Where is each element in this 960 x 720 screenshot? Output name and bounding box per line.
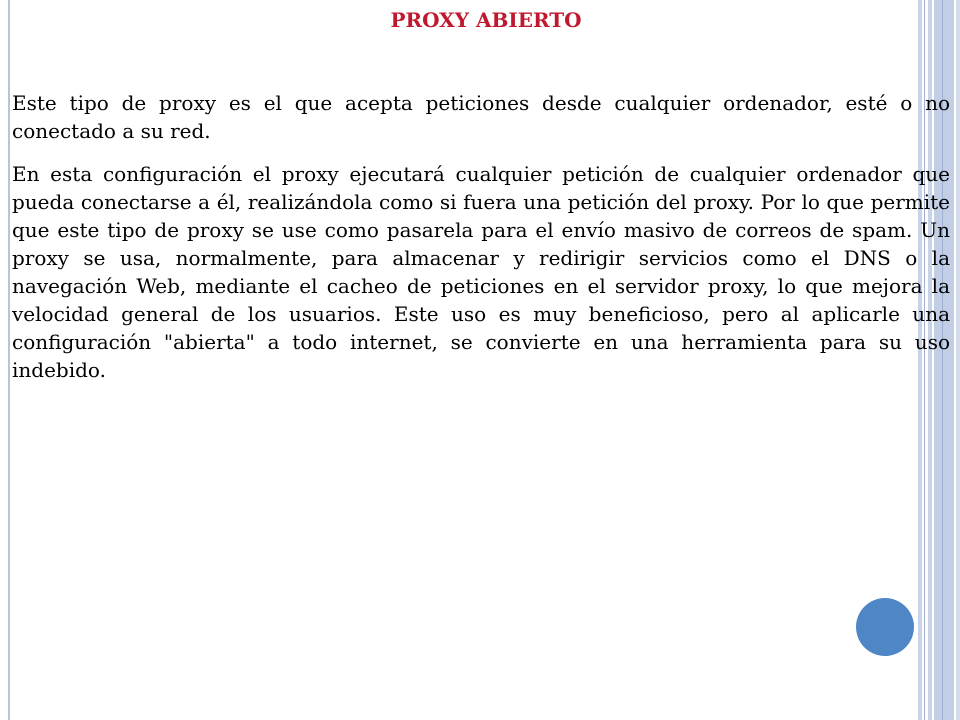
paragraph-intro: Este tipo de proxy es el que acepta peticiones desde cualquier ordenador, esté o no conectado a su red.	[12, 91, 950, 143]
left-border-line	[8, 0, 10, 720]
slide-content	[12, 6, 950, 384]
slide-title: PROXY ABIERTO	[390, 8, 582, 32]
decorative-circle	[856, 598, 914, 656]
right-decor-stripe	[956, 0, 960, 720]
paragraph-details: En esta configuración el proxy ejecutará cualquier petición de cualquier ordenador que pueda conectarse a él, realizándola como si fuera una petición del proxy. Por lo que permite que este tipo de proxy se use como pasarela para el envío masivo de correos de spam. Un proxy se usa, normalmente, para almacenar y redirigir servicios como el DNS o la navegación Web, mediante el cacheo de peticiones en el servidor proxy, lo que mejora la velocidad general de los usuarios. Este uso es muy beneficioso, pero al aplicarle una configuración "abierta" a todo internet, se convierte en una herramienta para su uso indebido.	[12, 162, 950, 382]
